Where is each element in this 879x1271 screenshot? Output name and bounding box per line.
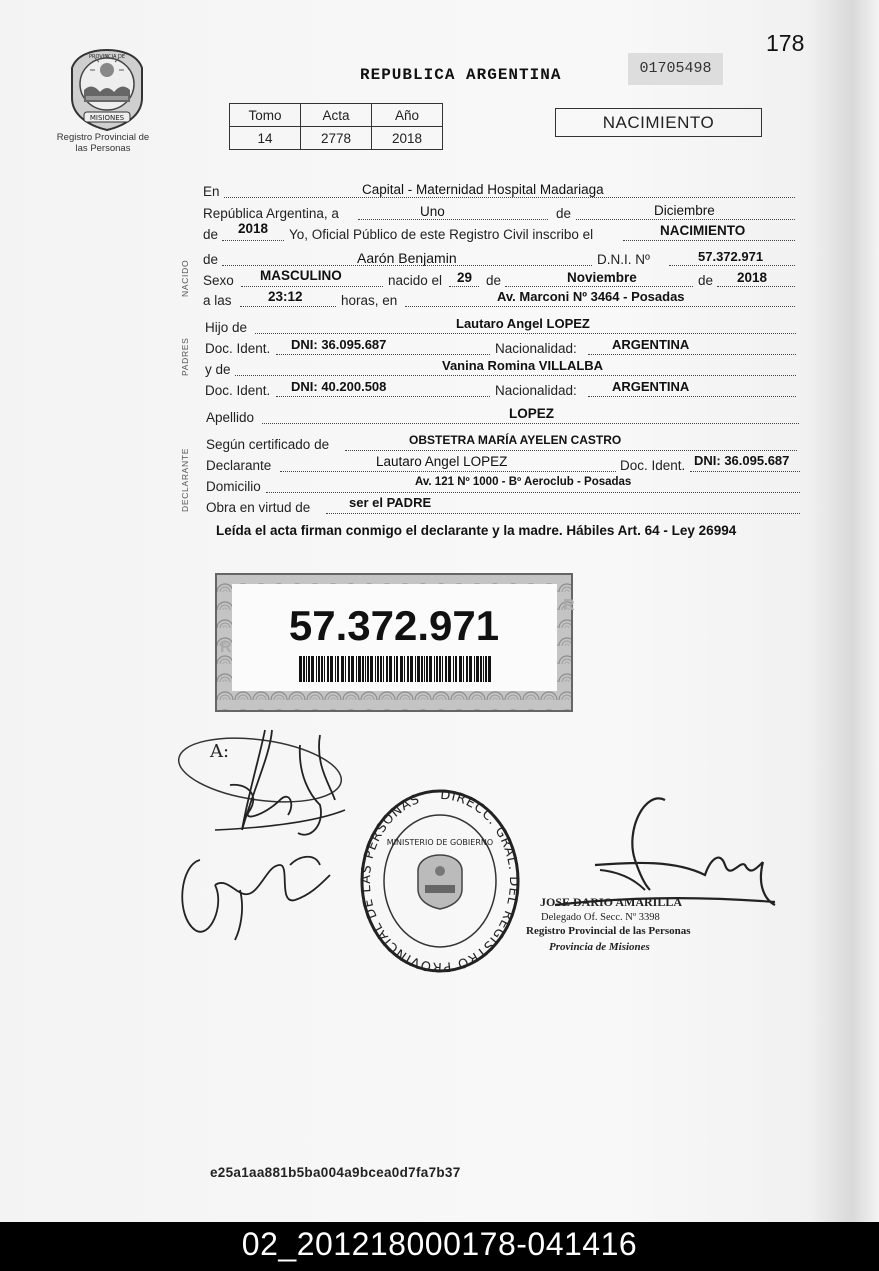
officer-province: Provincia de Misiones — [549, 941, 650, 953]
label-segun: Según certificado de — [206, 437, 330, 452]
barcode-bar — [442, 656, 443, 682]
barcode-bar — [459, 656, 462, 682]
dotted-line — [241, 286, 383, 287]
barcode-bar — [356, 656, 357, 682]
label-obra: Obra en virtud de — [206, 500, 311, 515]
value-birth-month: Noviembre — [567, 270, 637, 285]
barcode-bar — [335, 656, 336, 682]
label-domicilio: Domicilio — [206, 479, 261, 494]
value-declarant-doc: DNI: 36.095.687 — [694, 453, 790, 468]
barcode-bar — [348, 656, 350, 682]
barcode-bar — [448, 656, 451, 682]
barcode-bar — [365, 656, 366, 682]
barcode-bar — [341, 656, 344, 682]
value-place: Capital - Maternidad Hospital Madariaga — [362, 182, 604, 197]
label-declarante: Declarante — [206, 458, 272, 473]
footer-code: 02_201218000178-041416 — [241, 1226, 638, 1262]
barcode-bar — [308, 656, 310, 682]
emblem-caption: Registro Provincial de las Personas — [56, 132, 150, 154]
dotted-line — [224, 197, 795, 198]
value-mother: Vanina Romina VILLALBA — [442, 358, 604, 373]
label-horas-en: horas, en — [341, 293, 398, 308]
barcode-bar — [421, 656, 423, 682]
dotted-line — [405, 306, 795, 307]
barcode-bar — [337, 656, 339, 682]
label-de4: de — [486, 273, 502, 288]
label-de2: de — [203, 227, 219, 242]
value-certificate: OBSTETRA MARÍA AYELEN CASTRO — [409, 433, 622, 447]
barcode-bar — [426, 656, 428, 682]
dni-large-number: 57.372.971 — [288, 602, 500, 649]
barcode-bar — [377, 656, 379, 682]
value-father-doc: DNI: 36.095.687 — [291, 337, 387, 352]
value-father-nationality: ARGENTINA — [612, 337, 690, 352]
dotted-line — [345, 450, 797, 451]
barcode-bar — [394, 656, 395, 682]
label-republica: República Argentina, a — [203, 206, 339, 221]
side-label-nacido: NACIDO — [180, 259, 190, 297]
dotted-line — [276, 396, 490, 397]
dotted-line — [717, 286, 795, 287]
barcode-bar — [415, 656, 416, 682]
value-birth-place: Av. Marconi Nº 3464 - Posadas — [497, 289, 685, 304]
dotted-line — [262, 423, 799, 424]
barcode-bar — [375, 656, 376, 682]
document-hash: e25a1aa881b5ba004a9bcea0d7fa7b37 — [210, 1165, 461, 1180]
label-de: de — [556, 206, 572, 221]
dotted-line — [690, 471, 800, 472]
barcode-bar — [480, 656, 482, 682]
barcode-bar — [404, 656, 405, 682]
barcode-bar — [386, 656, 388, 682]
label-nacido-el: nacido el — [388, 273, 443, 288]
barcode-bar — [380, 656, 382, 682]
barcode-bar — [367, 656, 369, 682]
barcode-bar — [474, 656, 475, 682]
registry-value-tomo: 14 — [230, 127, 301, 150]
value-surname: LOPEZ — [509, 406, 555, 421]
value-day: Uno — [420, 204, 445, 219]
registry-header-acta: Acta — [301, 104, 372, 127]
barcode-bar — [417, 656, 420, 682]
label-nacionalidad-1: Nacionalidad: — [495, 341, 577, 356]
dni-label-graphic — [216, 574, 575, 711]
label-yo-oficial: Yo, Oficial Público de este Registro Civil inscribo el — [289, 227, 594, 242]
label-doc-ident-2: Doc. Ident. — [205, 383, 271, 398]
label-nacionalidad-2: Nacionalidad: — [495, 383, 577, 398]
value-declarant: Lautaro Angel LOPEZ — [376, 454, 508, 469]
barcode-bar — [485, 656, 487, 682]
registry-value-anio: 2018 — [372, 127, 443, 150]
value-sex: MASCULINO — [260, 268, 342, 283]
dni-side-letter-left: R — [220, 639, 232, 656]
value-dni: 57.372.971 — [698, 249, 764, 264]
label-de5: de — [698, 273, 714, 288]
barcode-bar — [358, 656, 361, 682]
page-number: 178 — [766, 30, 805, 56]
barcode-bar — [311, 656, 314, 682]
barcode-bar — [439, 656, 441, 682]
value-birth-year: 2018 — [737, 270, 768, 285]
barcode-bar — [383, 656, 384, 682]
label-a-las: a las — [203, 293, 232, 308]
barcode-bar — [407, 656, 409, 682]
barcode-bar — [483, 656, 484, 682]
barcode-bar — [351, 656, 354, 682]
dotted-line — [588, 396, 796, 397]
barcode-bar — [318, 656, 320, 682]
dotted-line — [326, 513, 800, 514]
barcode-bar — [453, 656, 454, 682]
dotted-line — [449, 286, 479, 287]
barcode-bar — [434, 656, 435, 682]
dotted-line — [669, 265, 795, 266]
barcode-bar — [476, 656, 479, 682]
dotted-line — [358, 219, 548, 220]
value-name: Aarón Benjamin — [357, 250, 457, 266]
barcode-bar — [306, 656, 307, 682]
officer-office: Registro Provincial de las Personas — [526, 925, 691, 937]
dni-side-letter: R — [563, 597, 575, 614]
barcode-bar — [321, 656, 323, 682]
serial-number: 01705498 — [628, 53, 723, 85]
emblem-top-text: PROVINCIA DE — [89, 54, 125, 60]
registry-value-acta: 2778 — [301, 127, 372, 150]
value-year: 2018 — [238, 221, 269, 236]
barcode-bar — [488, 656, 491, 682]
value-mother-doc: DNI: 40.200.508 — [291, 379, 387, 394]
signature-mark: A: — [210, 741, 230, 762]
barcode-bar — [330, 656, 333, 682]
barcode-bar — [324, 656, 325, 682]
dotted-line — [505, 286, 693, 287]
barcode-bar — [396, 656, 398, 682]
barcode-bar — [436, 656, 438, 682]
officer-title: Delegado Of. Secc. Nº 3398 — [541, 912, 660, 923]
dotted-line — [576, 219, 795, 220]
barcode-bar — [463, 656, 464, 682]
dotted-line — [588, 354, 796, 355]
dotted-line — [255, 333, 796, 334]
emblem-bottom-text: MISIONES — [89, 114, 125, 122]
barcode-bar — [424, 656, 425, 682]
barcode-bar — [429, 656, 432, 682]
dotted-line — [280, 471, 616, 472]
value-record-type: NACIMIENTO — [660, 223, 746, 238]
country-title: REPUBLICA ARGENTINA — [360, 66, 562, 84]
label-dni: D.N.I. Nº — [597, 252, 650, 267]
dotted-line — [222, 240, 284, 241]
label-doc-ident-3: Doc. Ident. — [620, 458, 686, 473]
barcode-bar — [345, 656, 346, 682]
value-capacity: ser el PADRE — [349, 495, 432, 510]
footer-bar — [0, 1222, 879, 1271]
value-month: Diciembre — [654, 203, 715, 218]
registry-header-anio: Año — [372, 104, 443, 127]
label-doc-ident-1: Doc. Ident. — [205, 341, 271, 356]
side-label-padres: PADRES — [180, 337, 190, 376]
label-apellido: Apellido — [206, 410, 255, 425]
coat-of-arms-icon — [62, 46, 152, 132]
barcode-bar — [303, 656, 305, 682]
label-en: En — [203, 184, 220, 199]
dotted-line — [266, 492, 800, 493]
barcode-bar — [455, 656, 457, 682]
value-mother-nationality: ARGENTINA — [612, 379, 690, 394]
value-birth-time: 23:12 — [268, 289, 303, 304]
barcode-bar — [316, 656, 317, 682]
dotted-line — [623, 240, 795, 241]
barcode-bar — [299, 656, 302, 682]
label-de3: de — [203, 252, 219, 267]
seal-ring-text: DIRECC. GRAL. DEL REGISTRO PROVINCIAL DE LAS PERSONAS — [358, 787, 521, 975]
officer-name: JOSE DARIO AMARILLA — [540, 895, 683, 909]
side-label-declarante: DECLARANTE — [180, 447, 190, 512]
barcode-bar — [466, 656, 468, 682]
value-address: Av. 121 Nº 1000 - Bº Aeroclub - Posadas — [415, 476, 632, 488]
dni-barcode-label — [216, 574, 575, 711]
label-sexo: Sexo — [203, 273, 234, 288]
value-birth-day: 29 — [457, 270, 473, 285]
value-father: Lautaro Angel LOPEZ — [456, 316, 590, 331]
barcode-bar — [400, 656, 403, 682]
barcode-bar — [370, 656, 373, 682]
registry-header-tomo: Tomo — [230, 104, 301, 127]
declarant-signature-icon — [170, 715, 370, 955]
dotted-line — [240, 306, 336, 307]
label-y-de: y de — [205, 362, 231, 377]
label-hijo-de: Hijo de — [205, 320, 248, 335]
registry-table — [229, 103, 443, 150]
dotted-line — [235, 375, 796, 376]
seal-inner-text: MINISTERIO DE GOBIERNO — [386, 838, 494, 847]
barcode-bar — [445, 656, 447, 682]
closing-text: Leída el acta firman conmigo el declarante y la madre. Hábiles Art. 64 - Ley 26994 — [216, 523, 737, 538]
barcode-bar — [410, 656, 413, 682]
barcode-bar — [389, 656, 392, 682]
barcode-bar — [469, 656, 472, 682]
barcode-bar — [362, 656, 364, 682]
dotted-line — [276, 354, 490, 355]
barcode-bar — [327, 656, 329, 682]
record-type-box: NACIMIENTO — [555, 108, 762, 137]
